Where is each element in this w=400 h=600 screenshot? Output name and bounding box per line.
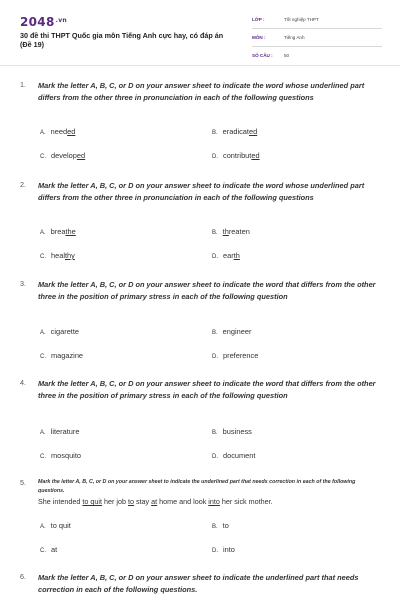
option-c[interactable] xyxy=(40,351,83,360)
document-meta xyxy=(252,15,382,68)
option-letter: C. xyxy=(40,154,46,160)
option-d[interactable] xyxy=(212,351,258,360)
sentence-underlined: into xyxy=(208,497,220,506)
meta-label: LỚP : xyxy=(252,17,265,22)
option-letter: A. xyxy=(40,430,46,436)
option-letter: B. xyxy=(212,230,218,236)
option-b[interactable] xyxy=(212,227,250,236)
question-number: 6. xyxy=(20,572,26,581)
option-letter: D. xyxy=(212,548,218,554)
option-text: eradicat xyxy=(222,127,249,136)
sentence-underlined: at xyxy=(151,497,158,506)
sentence-text: She intended xyxy=(38,497,83,506)
option-letter: A. xyxy=(40,130,46,136)
question-number: 2. xyxy=(20,180,26,189)
option-letter: B. xyxy=(212,524,218,530)
option-text: preference xyxy=(223,351,259,360)
option-a[interactable] xyxy=(40,521,71,530)
option-text: into xyxy=(223,545,235,554)
logo-text: 2048 xyxy=(20,15,55,29)
document-title: 30 đề thi THPT Quốc gia môn Tiếng Anh cực hay, có đáp án (Đề 19) xyxy=(20,31,224,49)
option-underlined: th xyxy=(222,227,229,236)
option-text: ear xyxy=(223,251,234,260)
option-underlined: the xyxy=(65,227,76,236)
option-underlined: ed xyxy=(67,127,76,136)
option-d[interactable] xyxy=(212,251,240,260)
option-text: business xyxy=(222,427,252,436)
option-letter: C. xyxy=(40,548,46,554)
meta-row-grade xyxy=(252,15,382,29)
option-b[interactable] xyxy=(212,427,252,436)
option-letter: A. xyxy=(40,524,46,530)
option-text: contribut xyxy=(223,151,252,160)
option-text: engineer xyxy=(222,327,252,336)
option-letter: D. xyxy=(212,454,218,460)
option-b[interactable] xyxy=(212,127,257,136)
question-number: 3. xyxy=(20,279,26,288)
meta-value: Tiếng Anh xyxy=(284,35,305,40)
option-text: at xyxy=(51,545,58,554)
option-c[interactable] xyxy=(40,251,75,260)
meta-row-subject xyxy=(252,33,382,47)
option-letter: C. xyxy=(40,454,46,460)
option-letter: B. xyxy=(212,430,218,436)
option-c[interactable] xyxy=(40,151,85,160)
option-underlined: ed xyxy=(76,151,86,160)
option-text: to quit xyxy=(50,521,71,530)
option-d[interactable] xyxy=(212,451,255,460)
option-text: magazine xyxy=(51,351,84,360)
sentence-text: home and look xyxy=(157,497,209,506)
option-letter: D. xyxy=(212,254,218,260)
option-text: mosquito xyxy=(51,451,81,460)
question-instruction: Mark the letter A, B, C, or D on your answer sheet to indicate the underlined part that needs correction in each of the following questions. xyxy=(38,573,359,594)
meta-value: 50 xyxy=(284,53,290,58)
sentence-underlined: to quit xyxy=(82,497,102,506)
sentence-underlined: to xyxy=(127,497,134,506)
option-b[interactable] xyxy=(212,327,251,336)
option-text: need xyxy=(50,127,68,136)
sentence-text: her job xyxy=(101,497,128,506)
option-text: literature xyxy=(50,427,80,436)
meta-value: Tốt nghiệp THPT xyxy=(284,17,319,22)
option-underlined: thy xyxy=(64,251,75,260)
option-c[interactable] xyxy=(40,451,81,460)
option-letter: D. xyxy=(212,154,218,160)
option-text: brea xyxy=(50,227,66,236)
option-text: cigarette xyxy=(50,327,80,336)
option-underlined: th xyxy=(233,251,240,260)
option-text: heal xyxy=(51,251,65,260)
question-number: 1. xyxy=(20,80,26,89)
option-letter: A. xyxy=(40,330,46,336)
option-a[interactable] xyxy=(40,327,79,336)
question-number: 5. xyxy=(20,478,26,487)
option-a[interactable] xyxy=(40,127,75,136)
document-header xyxy=(0,0,400,64)
option-letter: B. xyxy=(212,130,218,136)
option-a[interactable] xyxy=(40,227,76,236)
option-text: reaten xyxy=(228,227,250,236)
question-instruction: Mark the letter A, B, C, or D on your answer sheet to indicate the word whose underlined part differs from the other three in pronunciation in each of the following questions xyxy=(38,81,365,102)
logo-suffix: .vn xyxy=(55,17,67,24)
question-sentence xyxy=(38,497,388,506)
question-number: 4. xyxy=(20,378,26,387)
option-a[interactable] xyxy=(40,427,79,436)
option-d[interactable] xyxy=(212,151,260,160)
sentence-text: stay xyxy=(133,497,152,506)
option-letter: B. xyxy=(212,330,218,336)
site-logo[interactable] xyxy=(20,15,67,29)
question-instruction: Mark the letter A, B, C, or D on your answer sheet to indicate the word that differs from the other three in the position of primary stress in each of the following question xyxy=(38,379,376,400)
header-divider xyxy=(0,65,400,66)
question-instruction: Mark the letter A, B, C, or D on your answer sheet to indicate the underlined part that needs correction in each of the following questions. xyxy=(38,479,356,494)
option-b[interactable] xyxy=(212,521,229,530)
option-text: develop xyxy=(51,151,77,160)
option-d[interactable] xyxy=(212,545,235,554)
option-text: to xyxy=(222,521,229,530)
meta-row-count xyxy=(252,51,382,64)
option-c[interactable] xyxy=(40,545,57,554)
option-letter: C. xyxy=(40,354,46,360)
option-letter: C. xyxy=(40,254,46,260)
option-underlined: ed xyxy=(248,127,258,136)
option-letter: D. xyxy=(212,354,218,360)
question-instruction: Mark the letter A, B, C, or D on your answer sheet to indicate the word that differs from the other three in the position of primary stress in each of the following question xyxy=(38,280,376,301)
option-letter: A. xyxy=(40,230,46,236)
question-instruction: Mark the letter A, B, C, or D on your answer sheet to indicate the word whose underlined part differs from the other three in pronunciation in each of the following questions xyxy=(38,181,365,202)
meta-label: SỐ CÂU : xyxy=(252,53,273,58)
meta-label: MÔN : xyxy=(252,35,266,40)
option-underlined: ed xyxy=(251,151,260,160)
option-text: document xyxy=(223,451,256,460)
sentence-text: her sick mother. xyxy=(219,497,273,506)
